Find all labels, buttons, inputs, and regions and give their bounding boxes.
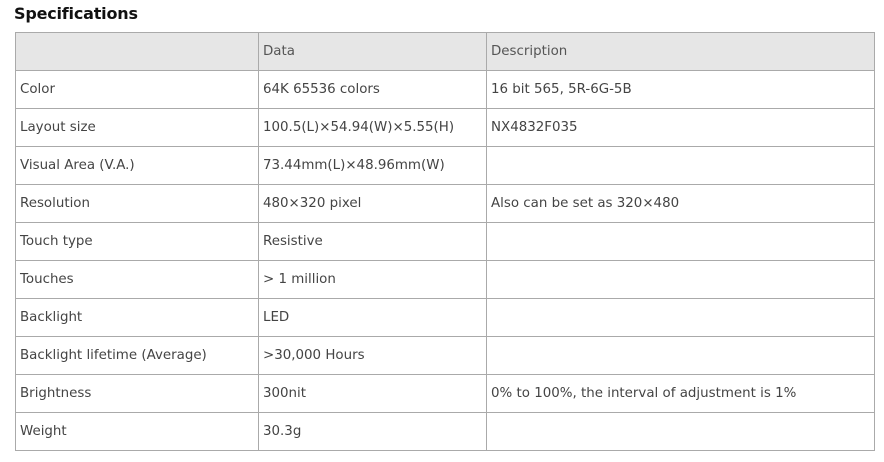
cell-description	[487, 261, 875, 299]
cell-property: Color	[16, 71, 259, 109]
cell-description: NX4832F035	[487, 109, 875, 147]
cell-data: 480×320 pixel	[259, 185, 487, 223]
table-row	[16, 337, 875, 375]
header-cell-property	[16, 33, 259, 71]
table-row	[16, 223, 875, 261]
cell-description	[487, 147, 875, 185]
table-row	[16, 299, 875, 337]
page-title: Specifications	[14, 4, 138, 23]
cell-data: > 1 million	[259, 261, 487, 299]
cell-data: Resistive	[259, 223, 487, 261]
cell-description	[487, 299, 875, 337]
cell-property: Visual Area (V.A.)	[16, 147, 259, 185]
cell-property: Backlight	[16, 299, 259, 337]
header-cell-description: Description	[487, 33, 875, 71]
table-row	[16, 413, 875, 451]
table-row	[16, 261, 875, 299]
cell-property: Touches	[16, 261, 259, 299]
cell-description	[487, 223, 875, 261]
table-row	[16, 147, 875, 185]
table-row	[16, 71, 875, 109]
cell-data: 30.3g	[259, 413, 487, 451]
cell-property: Resolution	[16, 185, 259, 223]
cell-description: Also can be set as 320×480	[487, 185, 875, 223]
cell-property: Backlight lifetime (Average)	[16, 337, 259, 375]
specifications-table	[15, 32, 875, 451]
cell-data: >30,000 Hours	[259, 337, 487, 375]
cell-description: 16 bit 565, 5R-6G-5B	[487, 71, 875, 109]
cell-data: 73.44mm(L)×48.96mm(W)	[259, 147, 487, 185]
table-row	[16, 185, 875, 223]
cell-property: Brightness	[16, 375, 259, 413]
cell-property: Layout size	[16, 109, 259, 147]
cell-data: 64K 65536 colors	[259, 71, 487, 109]
cell-description	[487, 337, 875, 375]
cell-description: 0% to 100%, the interval of adjustment is 1%	[487, 375, 875, 413]
cell-property: Weight	[16, 413, 259, 451]
cell-data: 300nit	[259, 375, 487, 413]
header-row	[16, 33, 875, 71]
table-row	[16, 109, 875, 147]
cell-data: 100.5(L)×54.94(W)×5.55(H)	[259, 109, 487, 147]
cell-data: LED	[259, 299, 487, 337]
cell-property: Touch type	[16, 223, 259, 261]
cell-description	[487, 413, 875, 451]
table-row	[16, 375, 875, 413]
header-cell-data: Data	[259, 33, 487, 71]
